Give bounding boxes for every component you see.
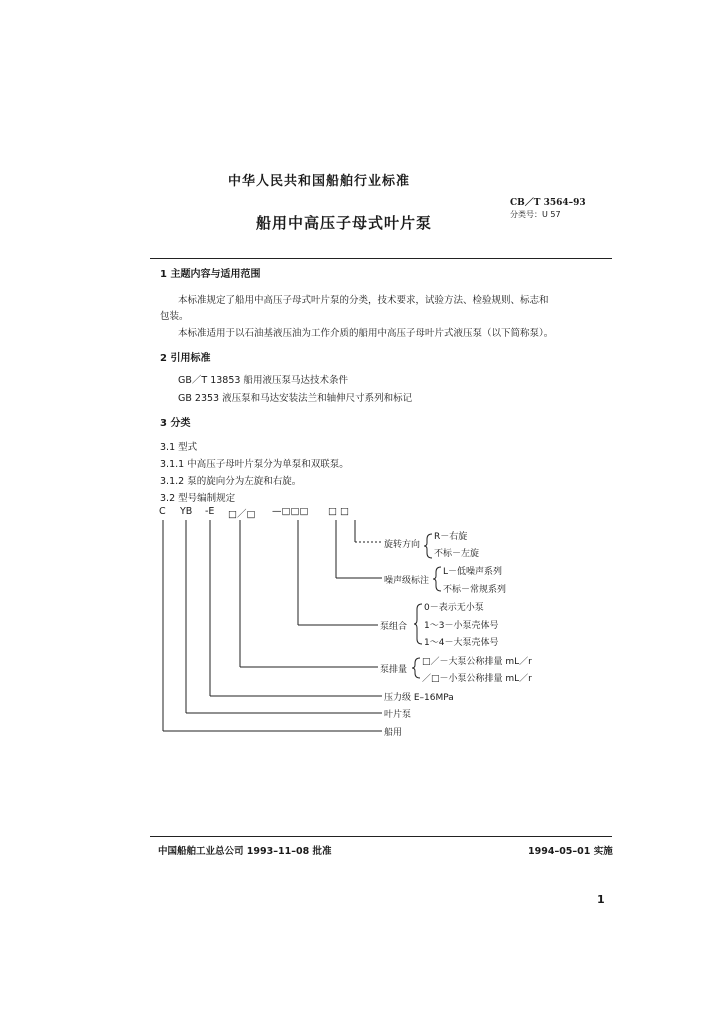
combination-option-1-3: 1～3－小泵壳体号 — [424, 621, 499, 631]
classification-number: 分类号：U 57 — [510, 210, 561, 219]
combination-option-0: 0－表示无小泵 — [424, 603, 484, 613]
section-3-heading: 3 分类 — [160, 418, 191, 429]
section-1-heading: 1 主题内容与适用范围 — [160, 269, 261, 280]
section-2-heading: 2 引用标准 — [160, 353, 211, 364]
pressure-label: 压力级 E–16MPa — [384, 693, 454, 703]
combination-option-1-4: 1～4－大泵壳体号 — [424, 638, 499, 648]
model-code-c: C — [159, 506, 166, 517]
vane-pump-label: 叶片泵 — [384, 710, 412, 720]
model-code-displacement: □／□ — [228, 509, 256, 520]
approval-line: 中国船舶工业总公司 1993–11–08 批准 — [158, 846, 332, 857]
combination-label: 泵组合 — [380, 622, 408, 632]
section-3-1-heading: 3.1 型式 — [160, 442, 198, 453]
displacement-option-small: ／□－小泵公称排量 mL／r — [422, 674, 532, 684]
displacement-option-large: □／－大泵公称排量 mL／r — [422, 657, 532, 667]
section-3-2-heading: 3.2 型号编制规定 — [160, 493, 236, 504]
footer-rule — [150, 836, 612, 837]
section-1-para-1-line-1: 本标准规定了船用中高压子母式叶片泵的分类，技术要求，试验方法、检验规则、标志和 — [178, 295, 549, 306]
model-code-tail: □ □ — [328, 506, 349, 517]
model-code-yb: YB — [180, 506, 193, 517]
effective-date: 1994–05–01 实施 — [528, 846, 613, 857]
section-1-para-2: 本标准适用于以石油基液压油为工作介质的船用中高压子母叶片式液压泵（以下简称泵）。 — [178, 328, 554, 339]
reference-2: GB 2353 液压泵和马达安装法兰和轴伸尺寸系列和标记 — [178, 393, 413, 404]
section-1-para-1-line-2: 包装。 — [160, 311, 189, 322]
rotation-label: 旋转方向 — [384, 540, 421, 550]
model-code-e: -E — [205, 506, 215, 517]
noise-option-default: 不标－常规系列 — [443, 585, 507, 595]
model-code-combination: —□□□ — [272, 506, 309, 517]
displacement-label: 泵排量 — [380, 665, 408, 675]
page-number: 1 — [597, 893, 605, 906]
document-title: 船用中高压子母式叶片泵 — [256, 214, 433, 232]
noise-option-l: L－低噪声系列 — [443, 567, 503, 577]
standard-code: CB／T 3564–93 — [510, 198, 586, 208]
section-3-1-1: 3.1.1 中高压子母叶片泵分为单泵和双联泵。 — [160, 459, 349, 470]
noise-label: 噪声级标注 — [384, 576, 430, 586]
rotation-option-r: R－右旋 — [434, 532, 468, 542]
standard-org-heading: 中华人民共和国船舶行业标准 — [228, 174, 411, 189]
marine-label: 船用 — [384, 728, 403, 738]
rotation-option-default: 不标－左旋 — [434, 549, 480, 559]
section-3-1-2: 3.1.2 泵的旋向分为左旋和右旋。 — [160, 476, 302, 487]
reference-1: GB／T 13853 船用液压泵马达技术条件 — [178, 375, 348, 386]
